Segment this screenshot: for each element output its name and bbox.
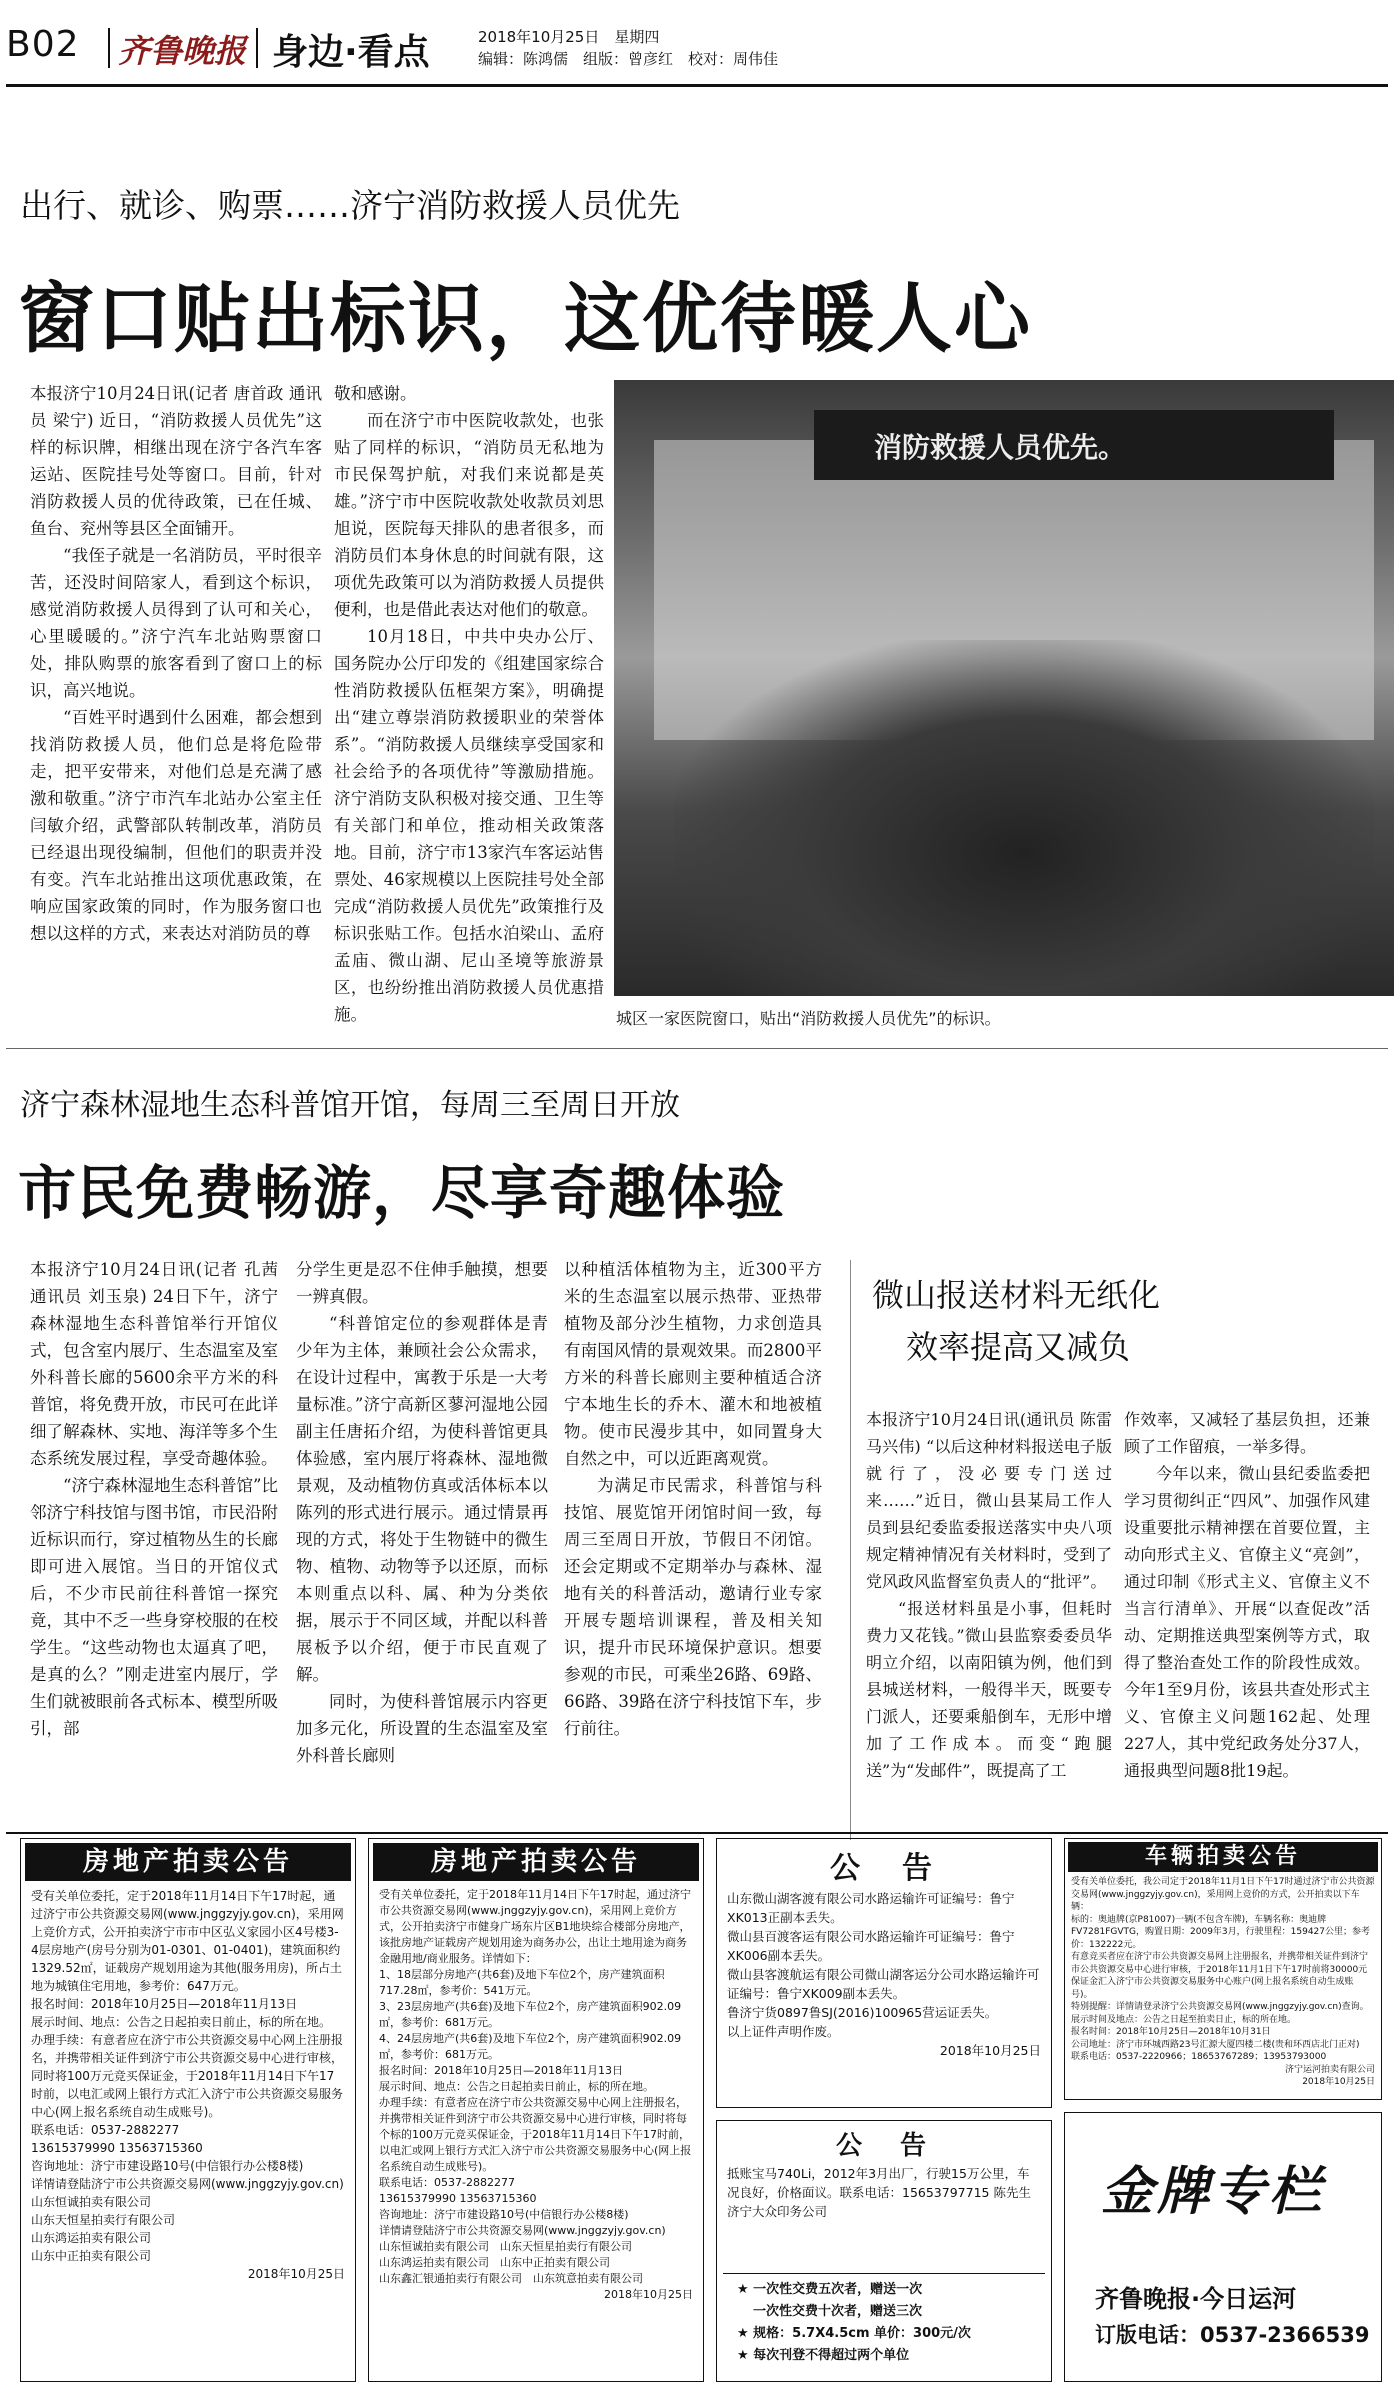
paragraph: “百姓平时遇到什么困难，都会想到找消防救援人员，他们总是将危险带走，把平安带来，对他们总是充满了感激和敬重。”济宁市汽车北站办公室主任闫敏介绍，武警部队转制改革，消防员已经退出现役编制，但他们的职责并没有变。汽车北站推出这项优惠政策，在响应国家政策的同时，作为服务窗口也想以这样的方式，来表达对消防员的尊 xyxy=(30,708,322,943)
ad-line: 公司地址：济宁市环城西路23号汇源大厦四楼二楼(贵和环西店北门正对) xyxy=(1071,2039,1360,2050)
paragraph: 为满足市民需求，科普馆与科技馆、展览馆开闭馆时间一致，每周三至周日开放，节假日不闭馆。还会定期或不定期举办与森林、湿地有关的科普活动，邀请行业专家开展专题培训课程，普及相关知识，提升市民环境保护意识。想要参观的市民，可乘坐26路、69路、66路、39路在济宁科技馆下车，步行前往。 xyxy=(564,1476,822,1738)
ad-divider xyxy=(723,2273,1045,2274)
ad-line: 报名时间：2018年10月25日—2018年11月13日 xyxy=(31,1997,298,2011)
ad-line: 受有关单位委托，定于2018年11月14日下午17时起，通过济宁市公共资源交易网(www.jnggzyjy.gov.cn)，采用网上竞价方式，公开拍卖济宁市市中区弘义家园小区4号楼3-4层房地产(房号分别为01-0301、01-0401)，建筑面积约1329.52㎡，证载房产规划用途为其他(服务用房)，所占土地为城镇住宅用地，参考价：647万元。 xyxy=(31,1889,344,1993)
ad-line: 山东微山湖客渡有限公司水路运输许可证编号：鲁宁XK013正副本丢失。 xyxy=(727,1891,1015,1925)
ad-title: 房地产拍卖公告 xyxy=(25,1843,351,1881)
ad-line: 展示时间及地点：公告之日起至拍卖日止，标的所在地。 xyxy=(1071,2014,1297,2025)
story3-headline-line2: 效率提高又减负 xyxy=(906,1328,1131,1366)
story2-kicker: 济宁森林湿地生态科普馆开馆，每周三至周日开放 xyxy=(20,1088,680,1123)
story1-headline: 窗口贴出标识，这优待暖人心 xyxy=(18,274,1032,363)
section-rule xyxy=(6,1048,1388,1049)
ad-line: 详情请登陆济宁市公共资源交易网(www.jnggzyjy.gov.cn) xyxy=(379,2224,666,2237)
ad-body xyxy=(21,1885,355,2285)
issue-date: 2018年10月25日 星期四 xyxy=(478,28,660,46)
ad-title: 车辆拍卖公告 xyxy=(1068,1842,1378,1872)
gold-column-logo: 金牌专栏 xyxy=(1101,2161,1326,2222)
photo-sign xyxy=(814,410,1334,480)
ad-line: 报名时间：2018年10月25日—2018年11月13日 xyxy=(379,2064,623,2077)
ad-line: 展示时间、地点：公告之日起拍卖日前止，标的所在地。 xyxy=(31,2015,332,2029)
story3-column-2 xyxy=(1124,1406,1370,1784)
ad-vehicle-auction xyxy=(1064,1838,1382,2100)
ad-line: 山东恒诚拍卖有限公司 山东天恒星拍卖行有限公司 xyxy=(379,2240,632,2253)
ad-line: 鲁济宁货0897鲁SJ(2016)100965营运证丢失。 xyxy=(727,2005,998,2020)
story3-divider xyxy=(850,1260,851,1840)
paragraph: 同时，为使科普馆展示内容更加多元化，所设置的生态温室及室外科普长廊则 xyxy=(296,1692,548,1765)
ad-line: 特别提醒：详情请登录济宁公共资源交易网(www.jnggzyjy.gov.cn)查询。 xyxy=(1071,2002,1369,2012)
ad-line: 微山县客渡航运有限公司微山湖客运分公司水路运输许可证编号：鲁宁XK009副本丢失。 xyxy=(727,1967,1040,2001)
photo-sign-text: 消防救援人员优先。 xyxy=(874,431,1127,464)
ad-line: 受有关单位委托，我公司定于2018年11月1日下午17时通过济宁市公共资源交易网(www.jnggzyjy.gov.cn)，采用网上竞价的方式，公开拍卖以下车辆： xyxy=(1071,1877,1375,1912)
ad-gold-column xyxy=(1064,2112,1382,2382)
paragraph: 分学生更是忍不住伸手触摸，想要一辨真假。 xyxy=(296,1260,548,1306)
editor-credits: 编辑：陈鸿儒 组版：曾彦红 校对：周伟佳 xyxy=(478,50,779,68)
ad-line: 详情请登陆济宁市公共资源交易网(www.jnggzyjy.gov.cn) xyxy=(31,2177,344,2191)
ad-line: 山东恒诚拍卖有限公司 xyxy=(31,2195,152,2209)
ad-line: 展示时间、地点：公告之日起拍卖日前止，标的所在地。 xyxy=(379,2080,654,2093)
paragraph: “科普馆定位的参观群体是青少年为主体，兼顾社会公众需求，在设计过程中，寓教于乐是一大考量标准。”济宁高新区蓼河湿地公园副主任唐拓介绍，为使科普馆更具体验感，室内展厅将森林、湿地微景观，及动植物仿真或活体标本以陈列的形式进行展示。通过情景再现的方式，将处于生物链中的微生物、植物、动物等予以还原，而标本则重点以科、属、种为分类依据，展示于不同区域，并配以科普展板予以介绍，便于市民直观了解。 xyxy=(296,1314,548,1684)
ad-notice-1 xyxy=(716,1838,1052,2108)
story2-headline: 市民免费畅游，尽享奇趣体验 xyxy=(18,1159,786,1227)
ad-date: 2018年10月25日 xyxy=(939,2043,1041,2058)
paragraph: “济宁森林湿地生态科普馆”比邻济宁科技馆与图书馆，市民沿附近标识而行，穿过植物丛生的长廊即可进入展馆。当日的开馆仪式后，不少市民前往科普馆一探究竟，其中不乏一些身穿校服的在校学生。“这些动物也太逼真了吧，是真的么？”刚走进室内展厅，学生们就被眼前各式标本、模型所吸引，部 xyxy=(30,1476,278,1738)
story3-column-1 xyxy=(866,1406,1112,1784)
ad-line: 山东鑫汇银通拍卖行有限公司 山东筑意拍卖有限公司 xyxy=(379,2272,643,2285)
ad-line: 有意竞买者应在济宁市公共资源交易网上注册报名，并携带相关证件到济宁市公共资源交易中心进行审核，于2018年11月1日下午17时前将30000元保证金汇入济宁市公共资源交易服务中心账户(网上报名系统自动生成账号)。 xyxy=(1071,1952,1369,2000)
photo-crowd xyxy=(674,640,1374,996)
ad-line: 联系电话：0537-2882277 xyxy=(31,2123,180,2137)
header-divider-2 xyxy=(256,28,258,68)
paragraph: 本报济宁10月24日讯(记者 孔茜 通讯员 刘玉泉) 24日下午，济宁森林湿地生态科普馆举行开馆仪式，包含室内展厅、生态温室及室外科普长廊的5600余平方米的科普馆，将免费开放，市民可在此详细了解森林、实地、海洋等多个生态系统发展过程，享受奇趣体验。 xyxy=(30,1260,278,1468)
ad-line: 济宁运河拍卖有限公司 xyxy=(1284,2064,1375,2075)
masthead-logo: 齐鲁晚报 xyxy=(118,32,247,70)
ad-line: 办理手续：有意者应在济宁市公共资源交易中心网上注册报名，并携带相关证件到济宁市公共资源交易中心进行审核，同时将100万元竞买保证金，于2018年11月14日下午17时前，以电汇或网上银行方式汇入济宁市公共资源交易服务中心(网上报名系统自动生成账号)。 xyxy=(31,2033,344,2119)
ad-line: 13615379990 13563715360 xyxy=(31,2141,203,2155)
ad-line: 4、24层房地产(共6套)及地下车位2个，房产建筑面积902.09㎡，参考价：681万元。 xyxy=(379,2032,682,2061)
gold-column-title: 齐鲁晚报·今日运河 xyxy=(1095,2285,1297,2313)
story2-column-3 xyxy=(564,1256,822,1742)
paragraph: “报送材料虽是小事，但耗时费力又花钱。”微山县监察委委员华明立介绍，以南阳镇为例，他们到县城送材料，一般得半天，既要专门派人，还要乘船倒车，无形中增加了工作成本。而变“跑腿送”为“发邮件”，既提高了工 xyxy=(866,1599,1112,1780)
ad-line: 山东中正拍卖有限公司 xyxy=(31,2249,152,2263)
paragraph: 以种植活体植物为主，近300平方米的生态温室以展示热带、亚热带植物及部分沙生植物，力求创造具有南国风情的景观效果。而2800平方米的科普长廊则主要种植适合济宁本地生长的乔木、灌木和地被植物。使市民漫步其中，如同置身大自然之中，可以近距离观赏。 xyxy=(564,1260,822,1468)
header-divider xyxy=(108,28,110,68)
ad-line: 山东鸿运拍卖有限公司 xyxy=(31,2231,152,2245)
ad-line: 联系电话：0537-2220966；18653767289；13953793000 xyxy=(1071,2052,1327,2062)
story2-column-2 xyxy=(296,1256,548,1769)
paragraph: 今年以来，微山县纪委监委把学习贯彻纠正“四风”、加强作风建设重要批示精神摆在首要位置，主动向形式主义、官僚主义“亮剑”，通过印制《形式主义、官僚主义不当言行清单》、开展“以查促改”活动、定期推送典型案例等方式，取得了整治查处工作的阶段性成效。今年1至9月份，该县共查处形式主义、官僚主义问题162起、处理227人，其中党纪政务处分37人，通报典型问题8批19起。 xyxy=(1124,1464,1370,1780)
story1-kicker: 出行、就诊、购票……济宁消防救援人员优先 xyxy=(20,186,680,225)
ad-date: 2018年10月25日 xyxy=(247,2267,345,2281)
ad-line: 咨询地址：济宁市建设路10号(中信银行办公楼8楼) xyxy=(31,2159,304,2173)
ad-body xyxy=(1065,1875,1381,2090)
paragraph: 敬和感谢。 xyxy=(334,384,417,403)
story3-headline-line1: 微山报送材料无纸化 xyxy=(872,1276,1161,1314)
ad-line: 受有关单位委托，定于2018年11月14日下午17时起，通过济宁市公共资源交易网(www.jnggzyjy.gov.cn)，采用网上竞价方式，公开拍卖济宁市健身广场东片区B1地块综合楼部分房地产，该批房地产证载房产规划用途为商务办公，出让土地用途为商务金融用地/商业服务。详情如下： xyxy=(379,1888,691,1965)
gold-column-phone: 订版电话：0537-2366539 xyxy=(1095,2323,1370,2347)
paragraph: 10月18日，中共中央办公厅、国务院办公厅印发的《组建国家综合性消防救援队伍框架方案》，明确提出“建立尊崇消防救援职业的荣誉体系”。“消防救援人员继续享受国家和社会给予的各项优待”等激励措施。济宁消防支队积极对接交通、卫生等有关部门和单位，推动相关政策落地。目前，济宁市13家汽车客运站售票处、46家规模以上医院挂号处全部完成“消防救援人员优先”政策推行及标识张贴工作。包括水泊梁山、孟府孟庙、微山湖、尼山圣境等旅游景区，也纷纷推出消防救援人员优惠措施。 xyxy=(334,627,604,1024)
paragraph: 本报济宁10月24日讯(记者 唐首政 通讯员 梁宁) 近日，“消防救援人员优先”这样的标识牌，相继出现在济宁各汽车客运站、医院挂号处等窗口。目前，针对消防救援人员的优待政策，已在任城、鱼台、兖州等县区全面铺开。 xyxy=(30,384,322,538)
ad-line: 标的：奥迪牌(京P81007)一辆(不包含车牌)，车辆名称：奥迪牌FV7281FGVTG，购置日期：2009年3月，行驶里程：159427公里；参考价：132222元。 xyxy=(1071,1914,1371,1950)
story1-column-1 xyxy=(30,380,322,947)
ad-body xyxy=(369,1885,703,2305)
ad-rule: ★ 规格：5.7X4.5cm 单价：300元/次 xyxy=(737,2326,971,2341)
ad-rule: 一次性交费十次者，赠送三次 xyxy=(753,2304,923,2319)
ads-rule xyxy=(6,1832,1388,1834)
ad-title: 公 告 xyxy=(830,1851,938,1886)
ad-line: 微山县百渡客运有限公司水路运输许可证编号：鲁宁XK006副本丢失。 xyxy=(727,1929,1015,1963)
story2-column-1 xyxy=(30,1256,278,1742)
ad-line: 山东天恒星拍卖行有限公司 xyxy=(31,2213,176,2227)
ad-title: 公 告 xyxy=(835,2131,932,2161)
story1-photo-caption: 城区一家医院窗口，贴出“消防救援人员优先”的标识。 xyxy=(616,1009,1001,1028)
paragraph: 本报济宁10月24日讯(通讯员 陈雷 马兴伟) “以后这种材料报送电子版就行了，没必要专门送过来……”近日，微山县某局工作人员到县纪委监委报送落实中央八项规定精神情况有关材料时，受到了党风政风监督室负责人的“批评”。 xyxy=(866,1410,1112,1591)
ad-line: 以上证件声明作废。 xyxy=(727,2024,840,2039)
ad-rule: ★ 一次性交费五次者，赠送一次 xyxy=(737,2282,923,2297)
ad-notice-2 xyxy=(716,2120,1052,2382)
ad-line: 3、23层房地产(共6套)及地下车位2个，房产建筑面积902.09㎡，参考价：681万元。 xyxy=(379,2000,682,2029)
ad-line: 13615379990 13563715360 xyxy=(379,2192,537,2205)
page-code: B02 xyxy=(6,24,80,65)
ad-line: 联系电话：0537-2882277 xyxy=(379,2176,515,2189)
ad-line: 抵账宝马740Li，2012年3月出厂，行驶15万公里，车况良好，价格面议。联系电话：15653797715 陈先生 济宁大众印务公司 xyxy=(727,2166,1031,2219)
section-name: 身边·看点 xyxy=(272,32,430,73)
paragraph: “我侄子就是一名消防员，平时很辛苦，还没时间陪家人，看到这个标识，感觉消防救援人员得到了认可和关心，心里暖暖的。”济宁汽车北站购票窗口处，排队购票的旅客看到了窗口上的标识，高兴地说。 xyxy=(30,546,322,700)
ad-title: 房地产拍卖公告 xyxy=(373,1843,699,1881)
ad-body xyxy=(717,1887,1051,2062)
ad-rules xyxy=(727,2277,981,2369)
ad-rule: ★ 每次刊登不得超过两个单位 xyxy=(737,2348,910,2363)
ad-line: 报名时间：2018年10月25日—2018年10月31日 xyxy=(1071,2027,1271,2037)
ad-line: 咨询地址：济宁市建设路10号(中信银行办公楼8楼) xyxy=(379,2208,629,2221)
paragraph: 而在济宁市中医院收款处，也张贴了同样的标识，“消防员无私地为市民保驾护航，对我们来说都是英雄。”济宁市中医院收款处收款员刘思旭说，医院每天排队的患者很多，而消防员们本身休息的时间就有限，这项优先政策可以为消防救援人员提供便利，也是借此表达对他们的敬意。 xyxy=(334,411,604,619)
story1-column-2 xyxy=(334,380,604,1028)
ad-line: 山东鸿运拍卖有限公司 山东中正拍卖有限公司 xyxy=(379,2256,610,2269)
paragraph: 作效率，又减轻了基层负担，还兼顾了工作留痕，一举多得。 xyxy=(1124,1410,1370,1456)
ad-line: 1、18层部分房地产(共6套)及地下车位2个，房产建筑面积717.28㎡，参考价：541万元。 xyxy=(379,1968,665,1997)
ad-body xyxy=(717,2162,1051,2223)
header-rule xyxy=(6,84,1388,87)
ad-date: 2018年10月25日 xyxy=(1302,2077,1375,2087)
ad-real-estate-2 xyxy=(368,1838,704,2382)
ad-line: 办理手续：有意者应在济宁市公共资源交易中心网上注册报名，并携带相关证件到济宁市公共资源交易中心进行审核，同时将每个标的100万元竞买保证金，于2018年11月14日下午17时前，以电汇或网上银行方式汇入济宁市公共资源交易服务中心(网上报名系统自动生成账号)。 xyxy=(379,2096,692,2173)
story1-photo xyxy=(614,380,1394,996)
ad-date: 2018年10月25日 xyxy=(604,2288,693,2301)
ad-real-estate-1 xyxy=(20,1838,356,2382)
